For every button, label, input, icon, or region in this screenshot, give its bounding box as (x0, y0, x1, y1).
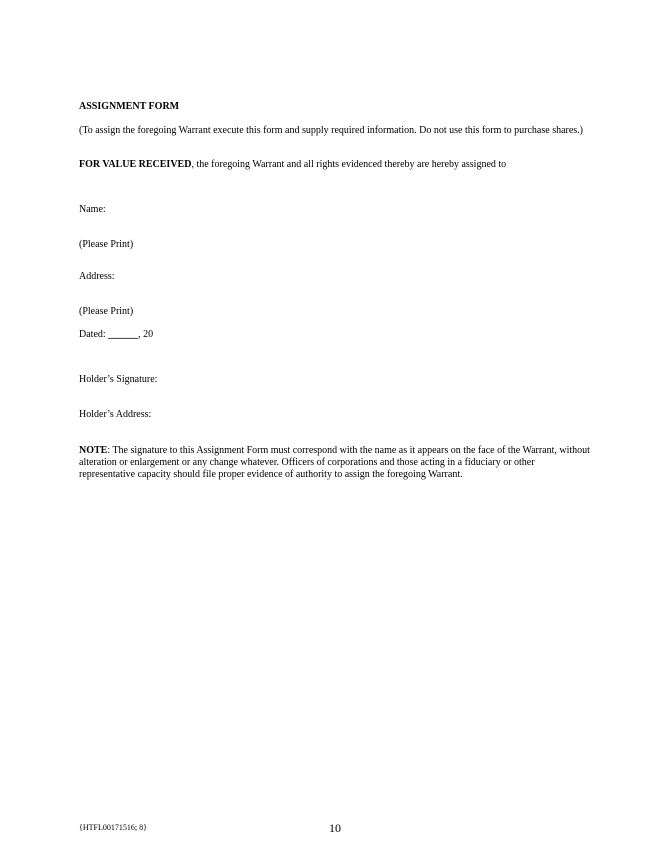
dated-line (79, 329, 153, 341)
holder-signature-label: Holder’s Signature: (79, 374, 158, 385)
address-label: Address: (79, 271, 115, 282)
name-please-print: (Please Print) (79, 239, 134, 250)
page-number: 10 (329, 821, 341, 835)
dated-suffix: , 20 (138, 329, 154, 340)
dated-prefix: Dated: (79, 329, 109, 340)
form-title: ASSIGNMENT FORM (79, 101, 180, 112)
name-label: Name: (79, 204, 106, 215)
holder-address-label: Holder’s Address: (79, 409, 152, 420)
note-paragraph (79, 445, 591, 481)
note-bold: NOTE (79, 445, 108, 456)
value-received-bold: FOR VALUE RECEIVED (79, 159, 192, 170)
instruction-text: (To assign the foregoing Warrant execute this form and supply required information. Do not use this form to purchase shares.) (79, 125, 584, 136)
address-please-print: (Please Print) (79, 306, 134, 317)
dated-blank: ______ (108, 329, 139, 340)
value-received-paragraph (79, 159, 591, 171)
note-rest: : The signature to this Assignment Form must correspond with the name as it appears on the face of the Warrant, without alteration or enlargement or any change whatever. Officers of corporations and those acting in a fiduciary or other representative capacity should file proper evidence of authority to assign the foregoing Warrant. (79, 445, 590, 480)
footer-doc-code: {HTFL00171516; 8} (79, 823, 147, 832)
value-received-rest: , the foregoing Warrant and all rights evidenced thereby are hereby assigned to (191, 159, 507, 170)
